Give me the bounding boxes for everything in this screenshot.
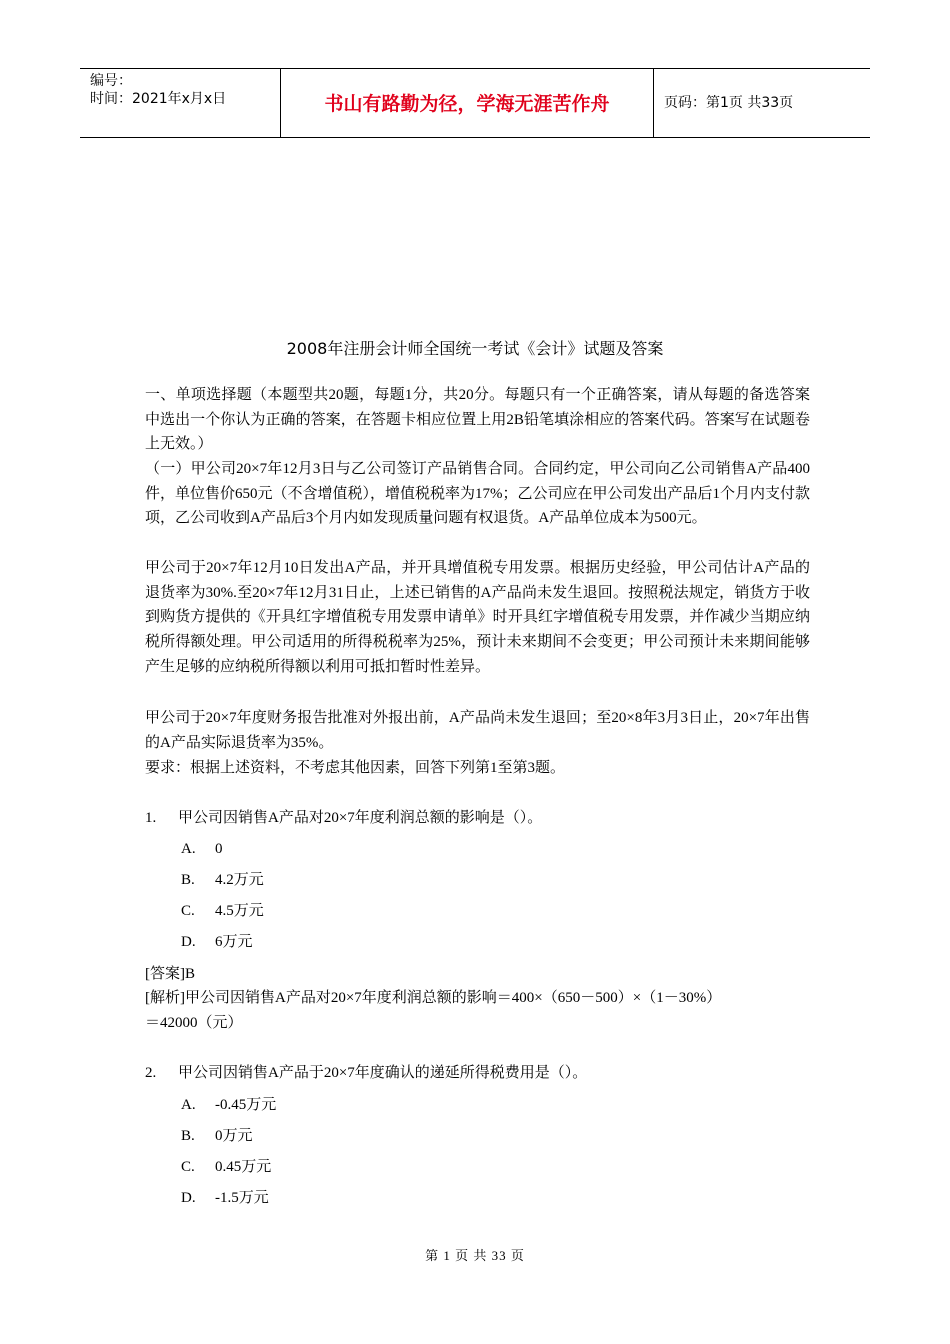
question-1-option-text: 6万元 — [215, 934, 253, 950]
requirement-text: 要求：根据上述资料，不考虑其他因素，回答下列第1至第3题。 — [145, 760, 566, 776]
question-1-option-text: 0 — [215, 841, 223, 857]
question-1-option-label: B. — [181, 872, 195, 888]
question-2-option-text: -0.45万元 — [215, 1097, 277, 1113]
document-header — [80, 68, 870, 138]
question-1-option-text: 4.2万元 — [215, 872, 264, 888]
page-footer: 第 1 页 共 33 页 — [425, 1248, 525, 1263]
motto: 书山有路勤为径，学海无涯苦作舟 — [324, 93, 610, 115]
question-1-analysis-cont: ＝42000（元） — [145, 1015, 243, 1031]
question-2-option-label: A. — [181, 1097, 196, 1113]
time-label: 时间：2021年x月x日 — [90, 91, 227, 107]
header-info-cell — [80, 69, 281, 137]
case-paragraph-3: 甲公司于20×7年度财务报告批准对外报出前，A产品尚未发生退回；至20×8年3月3日止，20×7年出售的A产品实际退货率为35%。 — [145, 710, 810, 751]
question-2-option-label: D. — [181, 1190, 196, 1206]
question-1-option-label: A. — [181, 841, 196, 857]
page-label: 页码：第1页 共33页 — [664, 95, 794, 111]
question-1-number: 1. — [145, 810, 157, 826]
question-2-option-text: 0万元 — [215, 1128, 253, 1144]
header-page-cell — [654, 69, 870, 137]
case-paragraph-2: 甲公司于20×7年12月10日发出A产品，并开具增值税专用发票。根据历史经验，甲公司估计A产品的退货率为30%.至20×7年12月31日止，上述已销售的A产品尚未发生退回。按照税法规定，销货方于收到购货方提供的《开具红字增值税专用发票申请单》时开具红字增值税专用发票，并作减少当期应纳税所得额处理。甲公司适用的所得税税率为25%，预计未来期间不会变更；甲公司预计未来期间能够产生足够的应纳税所得额以利用可抵扣暂时性差异。 — [145, 560, 810, 675]
question-2-option-label: B. — [181, 1128, 195, 1144]
question-1-option-label: C. — [181, 903, 195, 919]
document-title: 2008年注册会计师全国统一考试《会计》试题及答案 — [286, 339, 664, 358]
case-paragraph-1: （一）甲公司20×7年12月3日与乙公司签订产品销售合同。合同约定，甲公司向乙公司销售A产品400件，单位售价650元（不含增值税），增值税税率为17%；乙公司应在甲公司发出产品后1个月内支付款项，乙公司收到A产品后3个月内如发现质量问题有权退货。A产品单位成本为500元。 — [145, 461, 810, 527]
question-1-text: 甲公司因销售A产品对20×7年度利润总额的影响是（）。 — [178, 810, 543, 826]
question-1-analysis: [解析]甲公司因销售A产品对20×7年度利润总额的影响＝400×（650－500）×（1－30%） — [145, 990, 722, 1006]
question-1-option-text: 4.5万元 — [215, 903, 264, 919]
code-label: 编号： — [90, 73, 132, 89]
section-instructions: 一、单项选择题（本题型共20题，每题1分，共20分。每题只有一个正确答案，请从每题的备选答案中选出一个你认为正确的答案，在答题卡相应位置上用2B铅笔填涂相应的答案代码。答案写在试题卷上无效。） — [145, 387, 810, 453]
question-1-option-label: D. — [181, 934, 196, 950]
question-2-text: 甲公司因销售A产品于20×7年度确认的递延所得税费用是（）。 — [178, 1065, 588, 1081]
question-2-number: 2. — [145, 1065, 157, 1081]
header-motto-cell — [281, 69, 654, 137]
question-2-option-text: -1.5万元 — [215, 1190, 269, 1206]
question-1-answer: [答案]B — [145, 966, 195, 982]
question-2-option-label: C. — [181, 1159, 195, 1175]
question-2-option-text: 0.45万元 — [215, 1159, 272, 1175]
